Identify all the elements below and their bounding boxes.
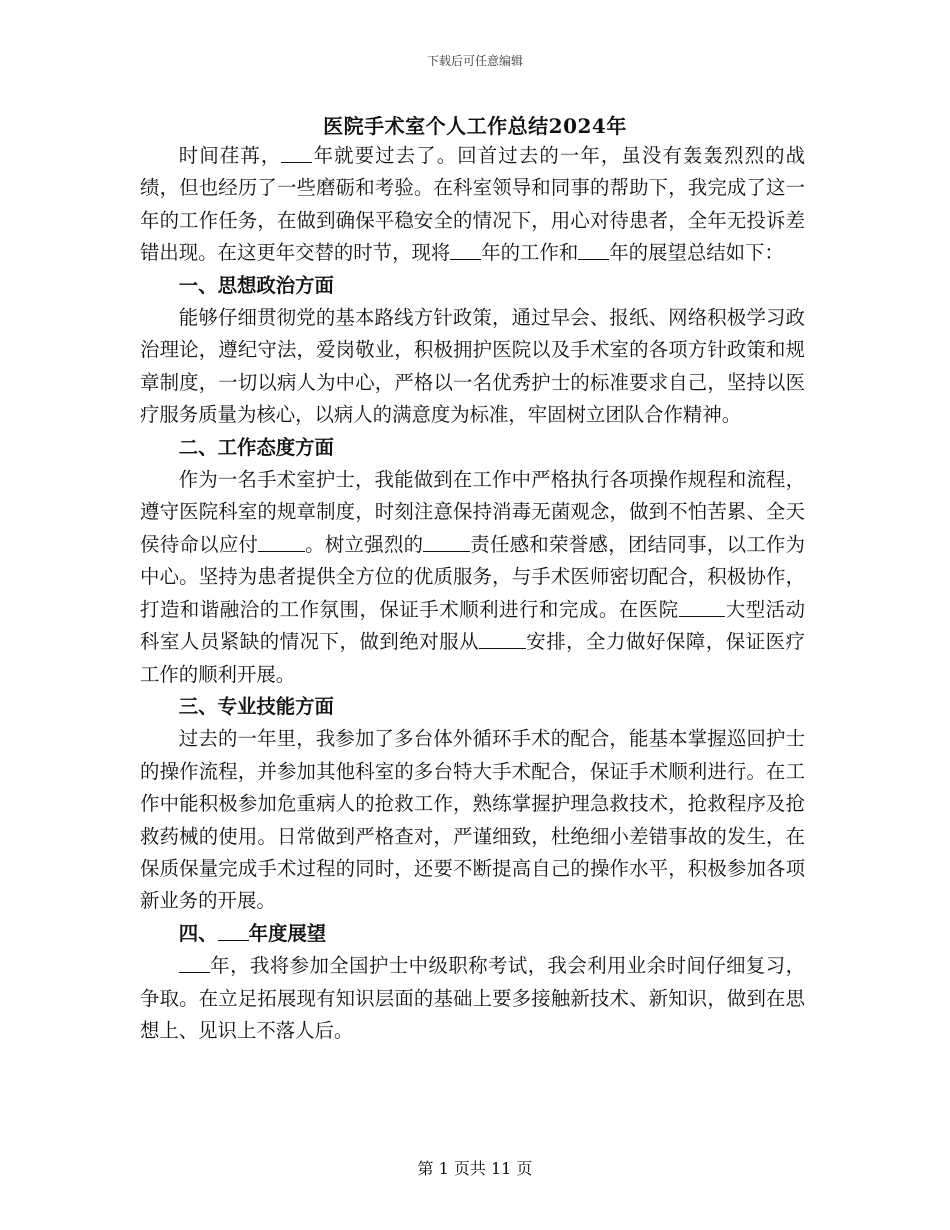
document-body <box>140 140 805 1047</box>
paragraph-text: 年，我将参加全国护士中级职称考试，我会利用业余时间仔细复习，争取。在立足拓展现有知识层面的基础上要多接触新技术、新知识，做到在思想上、见识上不落人后。 <box>140 954 805 1042</box>
heading-text: 年度展望 <box>248 921 327 945</box>
intro-text: 年的展望总结如下： <box>609 241 784 265</box>
blank-field <box>479 628 526 649</box>
heading-text: 四、 <box>178 921 218 945</box>
paragraph-text: 责任感和荣誉感，团结同事，以工作为中心。坚持为患者提供全方位的优质服务，与手术医师密切配合，积极协作，打造和谐融洽的工作氛围，保证手术顺利进行和完成。在医院 <box>140 532 806 621</box>
section-heading <box>140 918 805 950</box>
section-paragraph: 过去的一年里，我参加了多台体外循环手术的配合，能基本掌握巡回护士的操作流程，并参加其他科室的多台特大手术配合，保证手术顺利进行。在工作中能积极参加危重病人的抢救工作，熟练掌握护理急救技术，抢救程序及抢救药械的使用。日常做到严格查对，严谨细致，杜绝细小差错事故的发生，在保质保量完成手术过程的同时，还要不断提高自己的操作水平，积极参加各项新业务的开展。 <box>140 727 805 913</box>
blank-field <box>258 530 305 551</box>
document-title: 医院手术室个人工作总结2024年 <box>323 114 627 138</box>
section-paragraph: 能够仔细贯彻党的基本路线方针政策，通过早会、报纸、网络积极学习政治理论，遵纪守法，爱岗敬业，积极拥护医院以及手术室的各项方针政策和规章制度，一切以病人为中心，严格以一名优秀护士的标准要求自己，坚持以医疗服务质量为核心，以病人的满意度为标准，牢固树立团队合作精神。 <box>140 306 805 427</box>
paragraph-text: 安排，全力做好保障，保证医疗工作的顺利开展。 <box>140 630 806 686</box>
paragraph-text: 作为一名手术室护士，我能做到在工作中严格执行各项操作规程和流程，遵守医院科室的规章制度，时刻注意保持消毒无菌观念，做到不怕苦累、全天侯待命以应付 <box>140 468 805 556</box>
blank-field <box>679 595 726 616</box>
section-heading: 一、思想政治方面 <box>178 273 334 297</box>
intro-text: 年的工作和 <box>481 241 579 265</box>
blank-field <box>578 239 609 260</box>
header-note: 下载后可任意编辑 <box>426 54 523 68</box>
section-heading: 三、专业技能方面 <box>178 694 334 718</box>
section-heading: 二、工作态度方面 <box>178 435 334 459</box>
page-footer: 第 1 页共 11 页 <box>417 1159 533 1178</box>
section-paragraph <box>140 950 805 1047</box>
paragraph-text: 。树立强烈的 <box>304 532 424 556</box>
paragraph-text: 大型活动科室人员紧缺的情况下，做到绝对服从 <box>140 597 806 654</box>
blank-field <box>450 239 481 260</box>
intro-text: 年就要过去了。回首过去的一年，虽没有轰轰烈烈的战绩，但也经历了一些磨砺和考验。在科室领导和同事的帮助下，我完成了这一年的工作任务，在做到确保平稳安全的情况下，用心对待患者，全年无投诉差错出现。在这更年交替的时节，现将 <box>140 144 806 265</box>
section-paragraph <box>140 464 805 691</box>
blank-field <box>281 142 312 163</box>
intro-paragraph <box>140 140 805 270</box>
intro-text: 时间荏苒， <box>178 144 282 167</box>
blank-field <box>423 530 470 551</box>
blank-field <box>218 919 249 940</box>
blank-field <box>179 952 210 973</box>
